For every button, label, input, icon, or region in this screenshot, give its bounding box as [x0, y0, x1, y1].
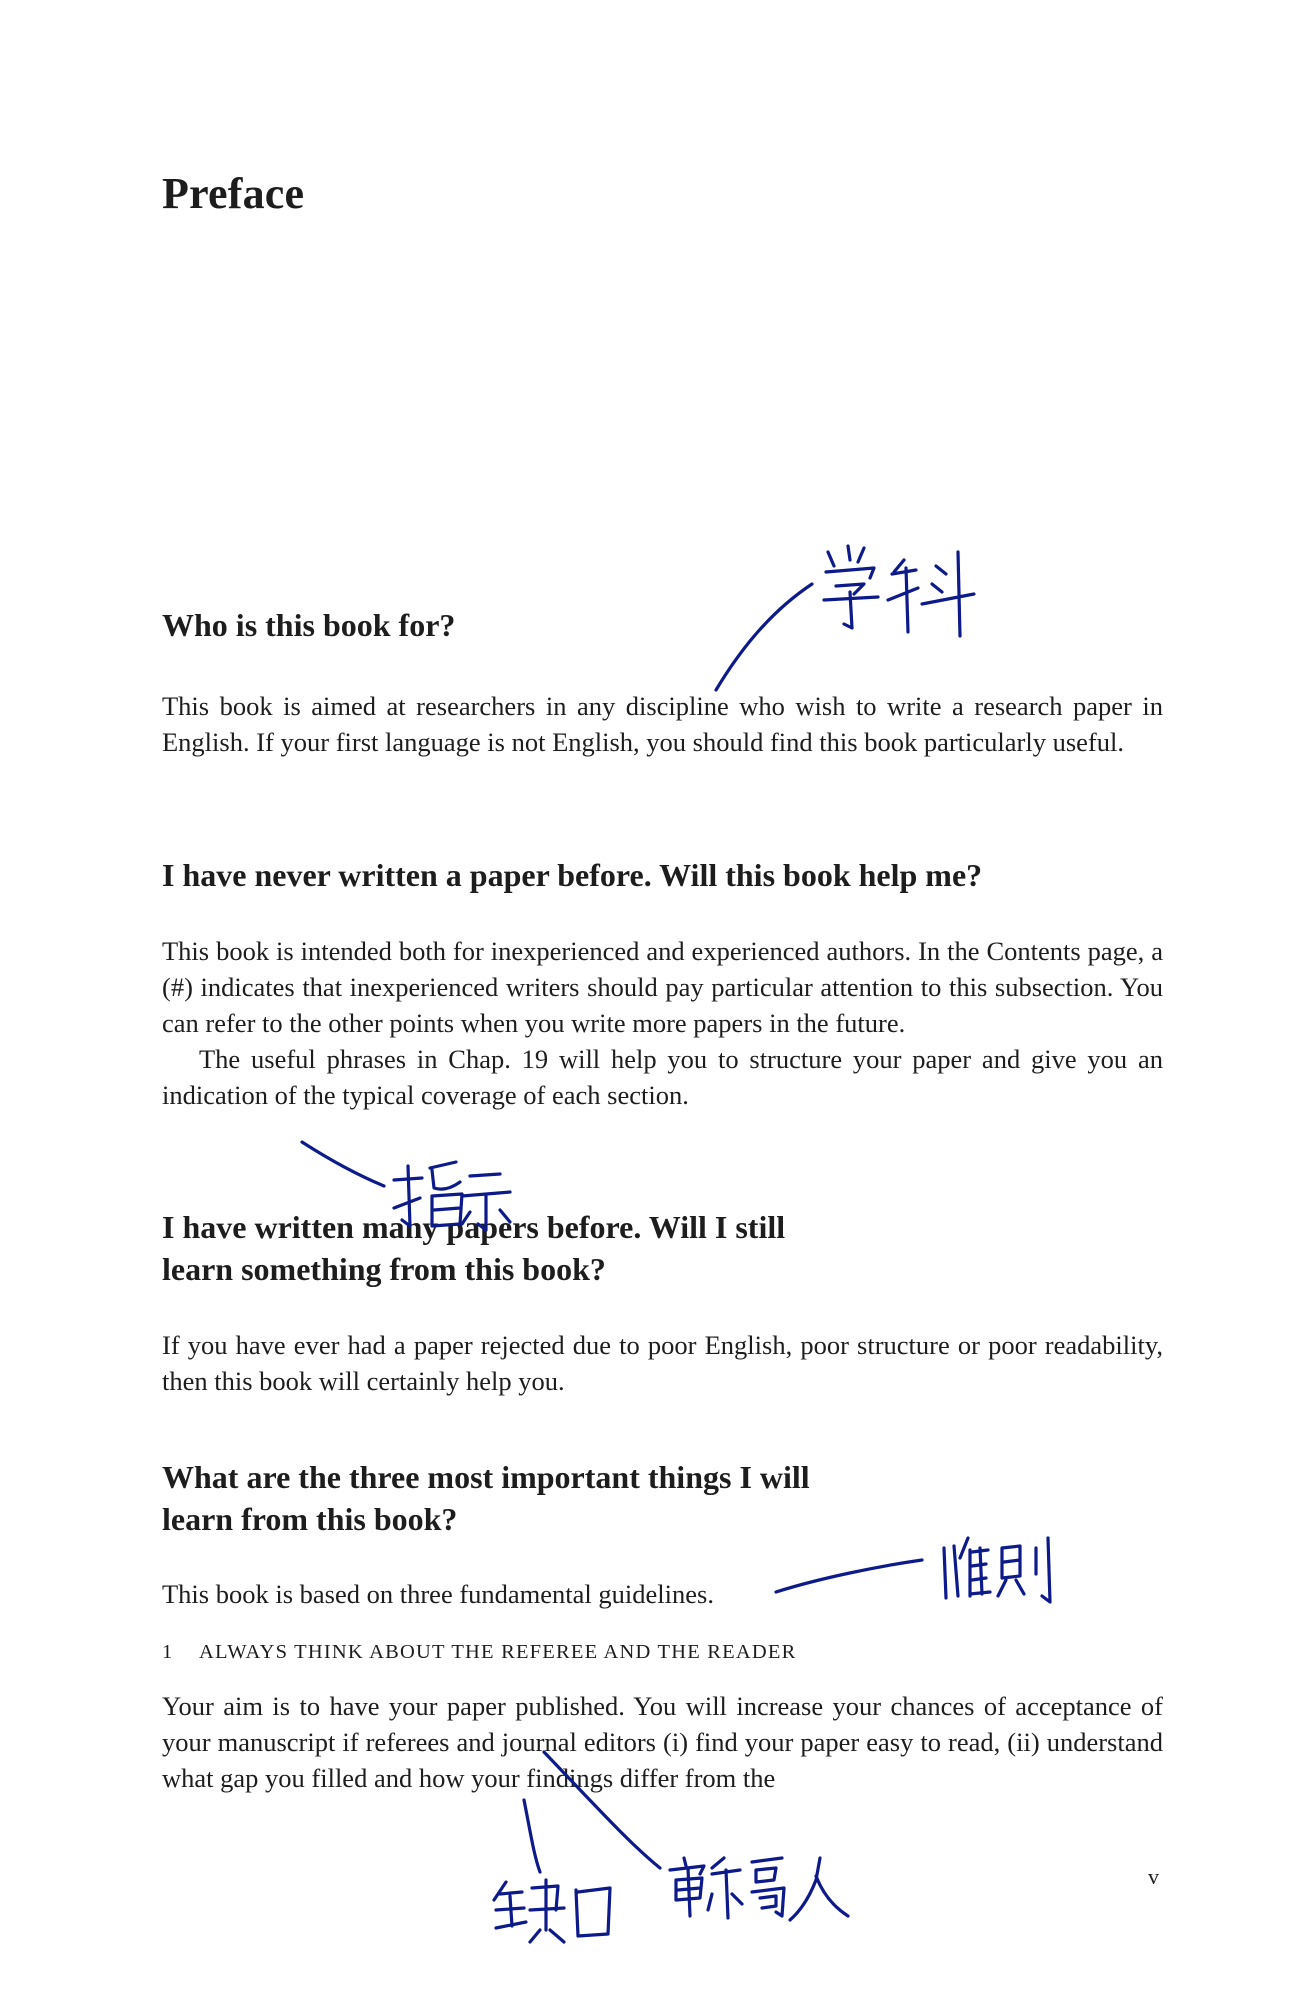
section-heading-line: learn from this book?: [162, 1501, 458, 1537]
section-heading: I have never written a paper before. Will this book help me?: [162, 857, 983, 893]
handwritten-note-quekou: [494, 1880, 610, 1942]
guideline-text: ALWAYS THINK ABOUT THE REFEREE AND THE READER: [199, 1641, 797, 1663]
section-written-many: [162, 1206, 922, 1290]
section-heading-line: I have written many papers before. Will I still: [162, 1209, 786, 1245]
handwritten-note-shengaoren: [670, 1858, 848, 1920]
paragraph: This book is intended both for inexperienced and experienced authors. In the Contents page, a (#) indicates that inexperienced writers should pay particular attention to this subsection. You can refer to the other points when you write more papers in the future.: [162, 936, 1163, 1038]
section-never-written: [162, 854, 1163, 896]
section-body: [162, 688, 1163, 760]
section-who-is-this-for: [162, 604, 1163, 646]
guideline-number: 1: [162, 1641, 174, 1663]
section-body: [162, 933, 1163, 1113]
annotation-leader-line: [524, 1800, 540, 1872]
section-body: [162, 1327, 1163, 1399]
section-heading-line: learn something from this book?: [162, 1251, 606, 1287]
paragraph: If you have ever had a paper rejected due to poor English, poor structure or poor readability, then this book will certainly help you.: [162, 1330, 1163, 1396]
section-three-things: [162, 1456, 922, 1540]
closing-paragraph: Your aim is to have your paper published. You will increase your chances of acceptance of your manuscript if referees and journal editors (i) find your paper easy to read, (ii) understand what gap you filled and how your findings differ from the: [162, 1691, 1163, 1793]
page-number: v: [1148, 1864, 1159, 1889]
paragraph: The useful phrases in Chap. 19 will help you to structure your paper and give you an indication of the typical coverage of each section.: [162, 1044, 1163, 1110]
paragraph: This book is aimed at researchers in any discipline who wish to write a research paper in English. If your first language is not English, you should find this book particularly useful.: [162, 691, 1163, 757]
section-heading: Who is this book for?: [162, 607, 456, 643]
section-body: [162, 1576, 1163, 1612]
paragraph: This book is based on three fundamental guidelines.: [162, 1579, 714, 1609]
annotation-leader-line: [302, 1142, 384, 1186]
section-body: [162, 1688, 1163, 1796]
chapter-title: Preface: [162, 169, 305, 218]
section-heading-line: What are the three most important things I will: [162, 1459, 810, 1495]
guideline-heading: [162, 1637, 796, 1667]
